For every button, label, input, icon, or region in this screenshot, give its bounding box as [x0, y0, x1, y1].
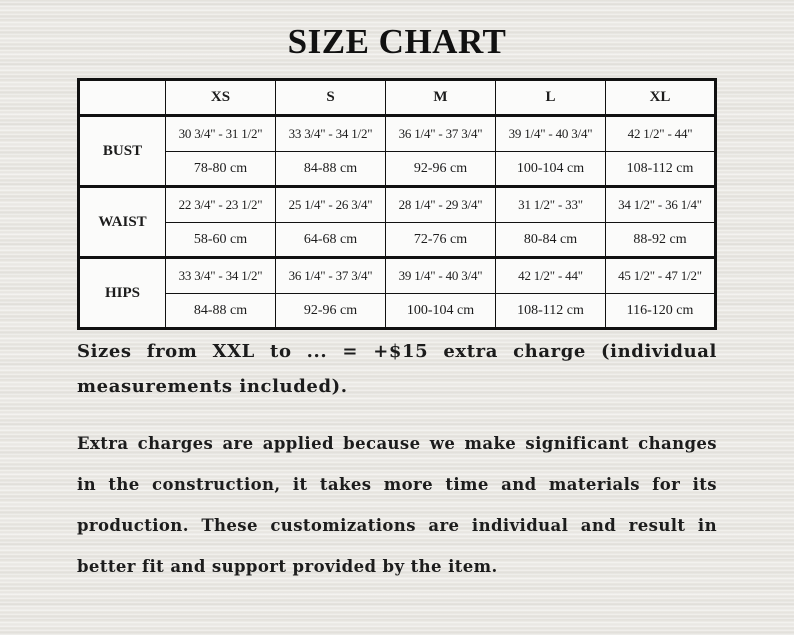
- waist-label: WAIST: [79, 187, 166, 258]
- hips-inches-l: 42 1/2" - 44": [496, 258, 606, 294]
- waist-inches-row: [79, 187, 716, 223]
- bust-inches-xl: 42 1/2" - 44": [606, 116, 716, 152]
- header-size-l: L: [496, 80, 606, 116]
- bust-inches-l: 39 1/4" - 40 3/4": [496, 116, 606, 152]
- bust-inches-s: 33 3/4" - 34 1/2": [276, 116, 386, 152]
- hips-inches-row: [79, 258, 716, 294]
- bust-label: BUST: [79, 116, 166, 187]
- bust-cm-xl: 108-112 cm: [606, 152, 716, 187]
- bust-inches-row: [79, 116, 716, 152]
- hips-inches-s: 36 1/4" - 37 3/4": [276, 258, 386, 294]
- header-size-xs: XS: [166, 80, 276, 116]
- waist-inches-l: 31 1/2" - 33": [496, 187, 606, 223]
- bust-cm-xs: 78-80 cm: [166, 152, 276, 187]
- waist-inches-m: 28 1/4" - 29 3/4": [386, 187, 496, 223]
- hips-cm-row: [79, 294, 716, 329]
- waist-cm-l: 80-84 cm: [496, 223, 606, 258]
- extra-charge-explanation: Extra charges are applied because we make significant changes in the construction, it takes more time and materials for its production. These customizations are individual and result in better fit and support provided by the item.: [77, 434, 717, 576]
- header-size-xl: XL: [606, 80, 716, 116]
- waist-inches-xl: 34 1/2" - 36 1/4": [606, 187, 716, 223]
- bust-inches-xs: 30 3/4" - 31 1/2": [166, 116, 276, 152]
- page-title: SIZE CHART: [287, 22, 507, 61]
- hips-cm-s: 92-96 cm: [276, 294, 386, 329]
- waist-cm-row: [79, 223, 716, 258]
- header-size-s: S: [276, 80, 386, 116]
- hips-cm-m: 100-104 cm: [386, 294, 496, 329]
- header-size-m: M: [386, 80, 496, 116]
- extra-sizes-note: Sizes from XXL to ... = +$15 extra charge (individual measurements included).: [77, 341, 717, 397]
- bust-cm-s: 84-88 cm: [276, 152, 386, 187]
- waist-cm-xl: 88-92 cm: [606, 223, 716, 258]
- waist-cm-m: 72-76 cm: [386, 223, 496, 258]
- bust-cm-l: 100-104 cm: [496, 152, 606, 187]
- header-corner-cell: [79, 80, 166, 116]
- hips-cm-xl: 116-120 cm: [606, 294, 716, 329]
- hips-inches-xl: 45 1/2" - 47 1/2": [606, 258, 716, 294]
- waist-inches-xs: 22 3/4" - 23 1/2": [166, 187, 276, 223]
- bust-inches-m: 36 1/4" - 37 3/4": [386, 116, 496, 152]
- bust-cm-row: [79, 152, 716, 187]
- hips-label: HIPS: [79, 258, 166, 329]
- table-header-row: [79, 80, 716, 116]
- waist-cm-s: 64-68 cm: [276, 223, 386, 258]
- hips-inches-xs: 33 3/4" - 34 1/2": [166, 258, 276, 294]
- hips-cm-xs: 84-88 cm: [166, 294, 276, 329]
- size-chart-table: [77, 78, 717, 330]
- waist-inches-s: 25 1/4" - 26 3/4": [276, 187, 386, 223]
- waist-cm-xs: 58-60 cm: [166, 223, 276, 258]
- bust-cm-m: 92-96 cm: [386, 152, 496, 187]
- hips-inches-m: 39 1/4" - 40 3/4": [386, 258, 496, 294]
- hips-cm-l: 108-112 cm: [496, 294, 606, 329]
